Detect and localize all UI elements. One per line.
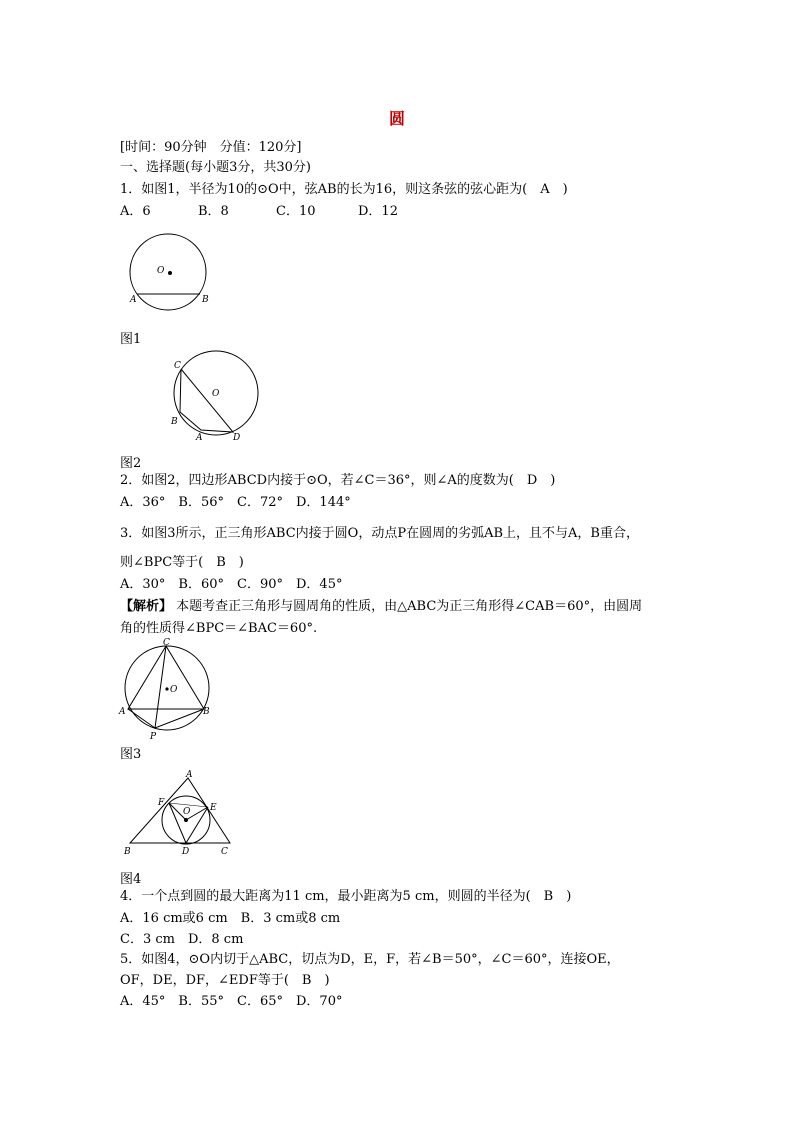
- label-a: A: [196, 433, 203, 443]
- figure-2-diagram: [168, 348, 263, 446]
- label-a: A: [130, 295, 137, 305]
- label-c: C: [163, 638, 170, 648]
- question-4-stem: 4．一个点到圆的最大距离为11 cm，最小距离为5 cm，则圆的半径为( B ): [120, 889, 572, 904]
- label-o: O: [183, 807, 191, 817]
- question-3-stem-line-1: 3．如图3所示，正三角形ABC内接于圆O，动点P在圆周的劣弧AB上，且不与A，B重合，: [120, 526, 639, 541]
- figure-3-diagram: [118, 636, 218, 742]
- center-point: [168, 271, 172, 275]
- question-4-options-line-1: A．16 cm或6 cm B．3 cm或8 cm: [120, 911, 341, 926]
- question-1-options: [120, 203, 398, 221]
- page-title: 圆: [388, 109, 405, 128]
- label-o: O: [157, 266, 165, 276]
- label-f: F: [158, 798, 165, 808]
- question-3-stem-line-2: 则∠BPC等于( B ): [120, 555, 244, 570]
- section-heading: 一、选择题(每小题3分，共30分): [120, 160, 311, 175]
- option-b: B．8: [198, 204, 229, 219]
- figure-1-caption: 图1: [120, 332, 142, 347]
- question-2-stem: 2．如图2，四边形ABCD内接于⊙O，若∠C＝36°，则∠A的度数为( D ): [120, 473, 556, 488]
- label-b: B: [124, 847, 131, 857]
- label-d: D: [233, 433, 241, 443]
- figure-4-caption: 图4: [120, 872, 142, 887]
- center-point: [184, 818, 188, 822]
- label-e: E: [210, 803, 217, 813]
- question-3-analysis-line-1: [120, 598, 642, 616]
- center-point: [165, 687, 168, 690]
- question-4-options-line-2: C．3 cm D．8 cm: [120, 932, 244, 947]
- label-c: C: [174, 361, 181, 371]
- label-o: O: [170, 685, 178, 695]
- question-3-options: A．30° B．60° C．90° D．45°: [120, 577, 343, 592]
- figure-2-caption: 图2: [120, 456, 142, 471]
- analysis-tag: 【解析】: [120, 599, 173, 614]
- question-5-options: A．45° B．55° C．65° D．70°: [120, 994, 343, 1009]
- option-a: A．6: [120, 204, 151, 219]
- label-b: B: [202, 295, 209, 305]
- question-1-stem: 1．如图1，半径为10的⊙O中，弦AB的长为16，则这条弦的弦心距为( A ): [120, 182, 568, 197]
- figure-4-diagram: [120, 768, 240, 860]
- question-5-stem-line-1: 5．如图4，⊙O内切于△ABC，切点为D，E，F，若∠B＝50°，∠C＝60°，连接OE，: [120, 952, 620, 967]
- segment-ap: [128, 709, 155, 728]
- option-d: D．12: [358, 204, 398, 219]
- label-a: A: [186, 770, 193, 780]
- analysis-text: 本题考查正三角形与圆周角的性质，由△ABC为正三角形得∠CAB＝60°，由圆周: [176, 599, 643, 614]
- label-o: O: [212, 389, 220, 399]
- triangle-abc: [128, 646, 204, 709]
- circle-o: [130, 234, 206, 310]
- option-c: C．10: [276, 204, 316, 219]
- figure-1-diagram: [120, 232, 220, 314]
- question-5-stem-line-2: OF，DE，DF，∠EDF等于( B ): [120, 973, 330, 988]
- label-a: A: [119, 707, 126, 717]
- label-b: B: [171, 417, 178, 427]
- question-3-analysis-line-2: 角的性质得∠BPC＝∠BAC＝60°.: [120, 621, 318, 636]
- label-d: D: [182, 847, 190, 857]
- question-2-options: A．36° B．56° C．72° D．144°: [120, 495, 351, 510]
- figure-3-caption: 图3: [120, 747, 142, 762]
- label-p: P: [150, 732, 157, 742]
- label-b: B: [203, 707, 210, 717]
- time-score-line: [时间：90分钟 分值：120分]: [120, 140, 302, 155]
- quadrilateral-abcd: [180, 369, 233, 432]
- label-c: C: [221, 847, 228, 857]
